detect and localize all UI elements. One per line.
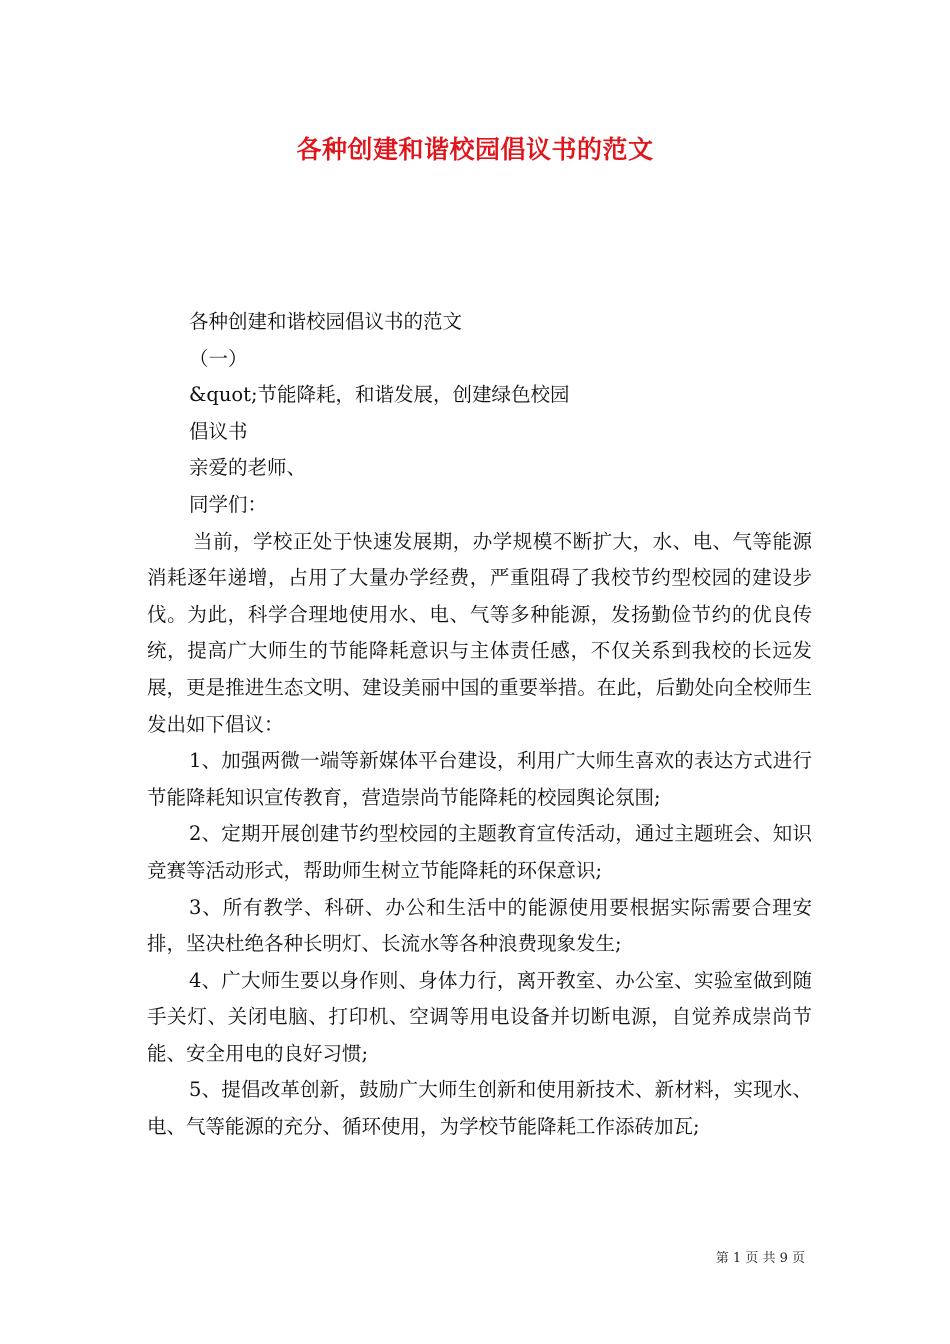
proposal-item-1: 1、加强两微一端等新媒体平台建设，利用广大师生喜欢的表达方式进行节能降耗知识宣传教育，营造崇尚节能降耗的校园舆论氛围; xyxy=(147,749,812,809)
slogan-line: &quot;节能降耗，和谐发展，创建绿色校园 xyxy=(189,383,570,407)
proposal-heading: 倡议书 xyxy=(189,419,248,443)
salutation-students: 同学们： xyxy=(189,492,268,516)
page-title: 各种创建和谐校园倡议书的范文 xyxy=(296,135,654,164)
subtitle-line: 各种创建和谐校园倡议书的范文 xyxy=(189,310,463,333)
page-number-indicator: 第 1 页 共 9 页 xyxy=(715,1251,805,1266)
proposal-item-5: 5、提倡改革创新，鼓励广大师生创新和使用新技术、新材料，实现水、电、气等能源的充分、循环使用，为学校节能降耗工作添砖加瓦; xyxy=(147,1078,812,1139)
proposal-item-2: 2、定期开展创建节约型校园的主题教育宣传活动，通过主题班会、知识竞赛等活动形式，帮助师生树立节能降耗的环保意识; xyxy=(147,822,812,882)
section-number-line: （一） xyxy=(189,346,248,370)
document-body xyxy=(147,304,812,1146)
proposal-item-3: 3、所有教学、科研、办公和生活中的能源使用要根据实际需要合理安排，坚决杜绝各种长明灯、长流水等各种浪费现象发生; xyxy=(147,895,812,956)
intro-paragraph: 当前，学校正处于快速发展期，办学规模不断扩大，水、电、气等能源消耗逐年递增，占用了大量办学经费，严重阻碍了我校节约型校园的建设步伐。为此，科学合理地使用水、电、气等多种能源，发扬勤俭节约的优良传统，提高广大师生的节能降耗意识与主体责任感，不仅关系到我校的长远发展，更是推进生态文明、建设美丽中国的重要举措。在此，后勤处向全校师生发出如下倡议： xyxy=(147,529,812,736)
salutation-teachers: 亲爱的老师、 xyxy=(189,456,307,480)
proposal-item-4: 4、广大师生要以身作则、身体力行，离开教室、办公室、实验室做到随手关灯、关闭电脑、打印机、空调等用电设备并切断电源，自觉养成崇尚节能、安全用电的良好习惯; xyxy=(147,968,812,1065)
